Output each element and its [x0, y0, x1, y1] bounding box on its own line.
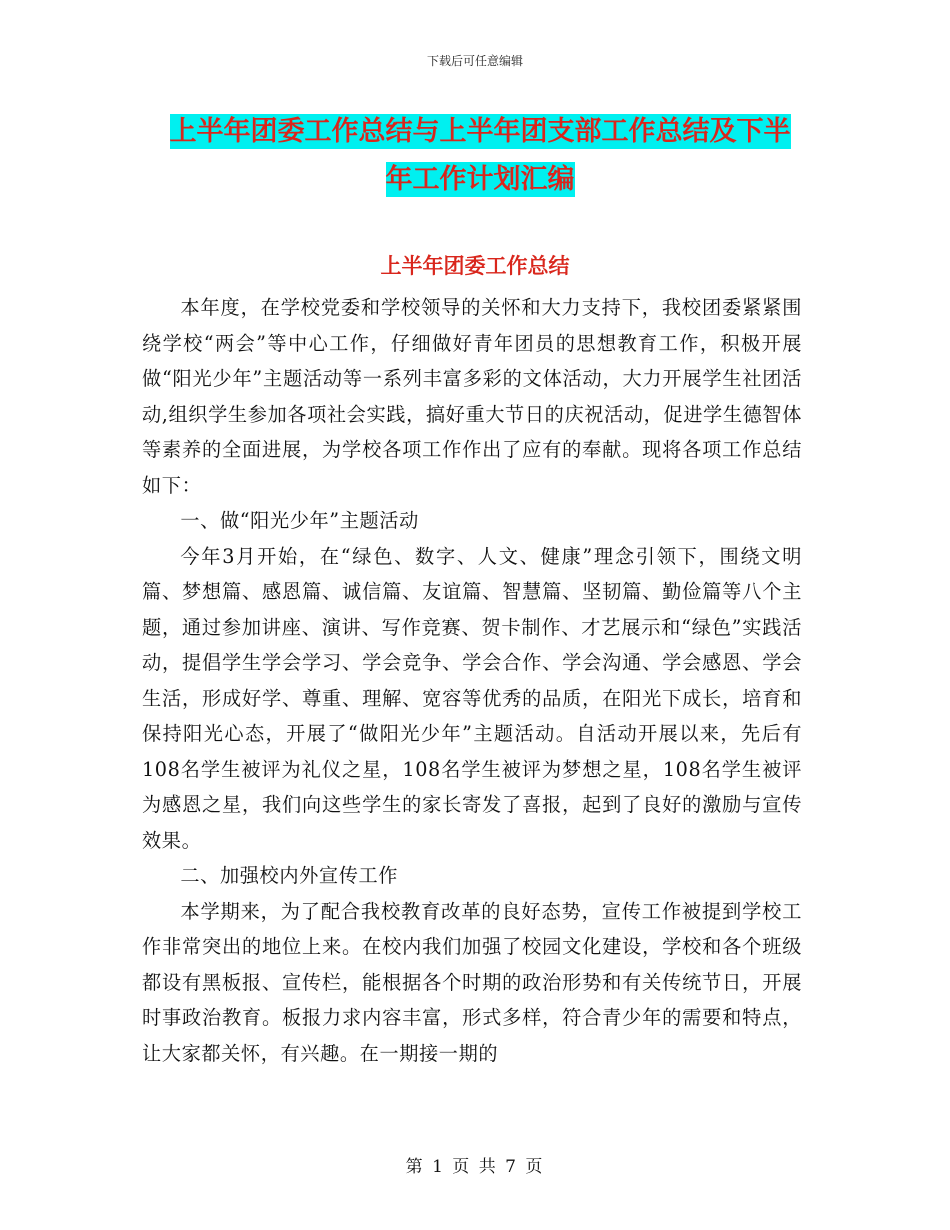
document-title-line-1: 上半年团委工作总结与上半年团支部工作总结及下半: [169, 116, 791, 147]
body-text: [142, 290, 802, 1071]
paragraph-intro: 本年度，在学校党委和学校领导的关怀和大力支持下，我校团委紧紧围绕学校“两会”等中心工作，仔细做好青年团员的思想教育工作，积极开展做“阳光少年”主题活动等一系列丰富多彩的文体活动，大力开展学生社团活动,组织学生参加各项社会实践，搞好重大节日的庆祝活动，促进学生德智体等素养的全面进展，为学校各项工作作出了应有的奉献。现将各项工作总结如下：: [142, 296, 802, 497]
paragraph-publicity: 本学期来，为了配合我校教育改革的良好态势，宣传工作被提到学校工作非常突出的地位上来。在校内我们加强了校园文化建设，学校和各个班级都设有黑板报、宣传栏，能根据各个时期的政治形势和有关传统节日，开展时事政治教育。板报力求内容丰富，形式多样，符合青少年的需要和特点，让大家都关怀，有兴趣。在一期接一期的: [142, 899, 802, 1065]
page-header-note: 下载后可任意编辑: [426, 54, 523, 68]
paragraph-sunshine-youth: 今年3月开始，在“绿色、数字、人文、健康”理念引领下，围绕文明篇、梦想篇、感恩篇、诚信篇、友谊篇、智慧篇、坚韧篇、勤俭篇等八个主题，通过参加讲座、演讲、写作竞赛、贺卡制作、才艺展示和“绿色”实践活动，提倡学生学会学习、学会竞争、学会合作、学会沟通、学会感恩、学会生活，形成好学、尊重、理解、宽容等优秀的品质，在阳光下成长，培育和保持阳光心态，开展了“做阳光少年”主题活动。自活动开展以来，先后有108名学生被评为礼仪之星，108名学生被评为梦想之星，108名学生被评为感恩之星，我们向这些学生的家长寄发了喜报，起到了良好的激励与宣传效果。: [142, 544, 802, 852]
document-title-line-2: 年工作计划汇编: [385, 164, 575, 195]
heading-sunshine-youth: 一、做“阳光少年”主题活动: [180, 509, 419, 532]
page-footer: 第 1 页 共 7 页: [405, 1157, 545, 1177]
section-title: 上半年团委工作总结: [380, 254, 570, 278]
heading-publicity: 二、加强校内外宣传工作: [180, 864, 399, 887]
document-title: [140, 108, 820, 204]
